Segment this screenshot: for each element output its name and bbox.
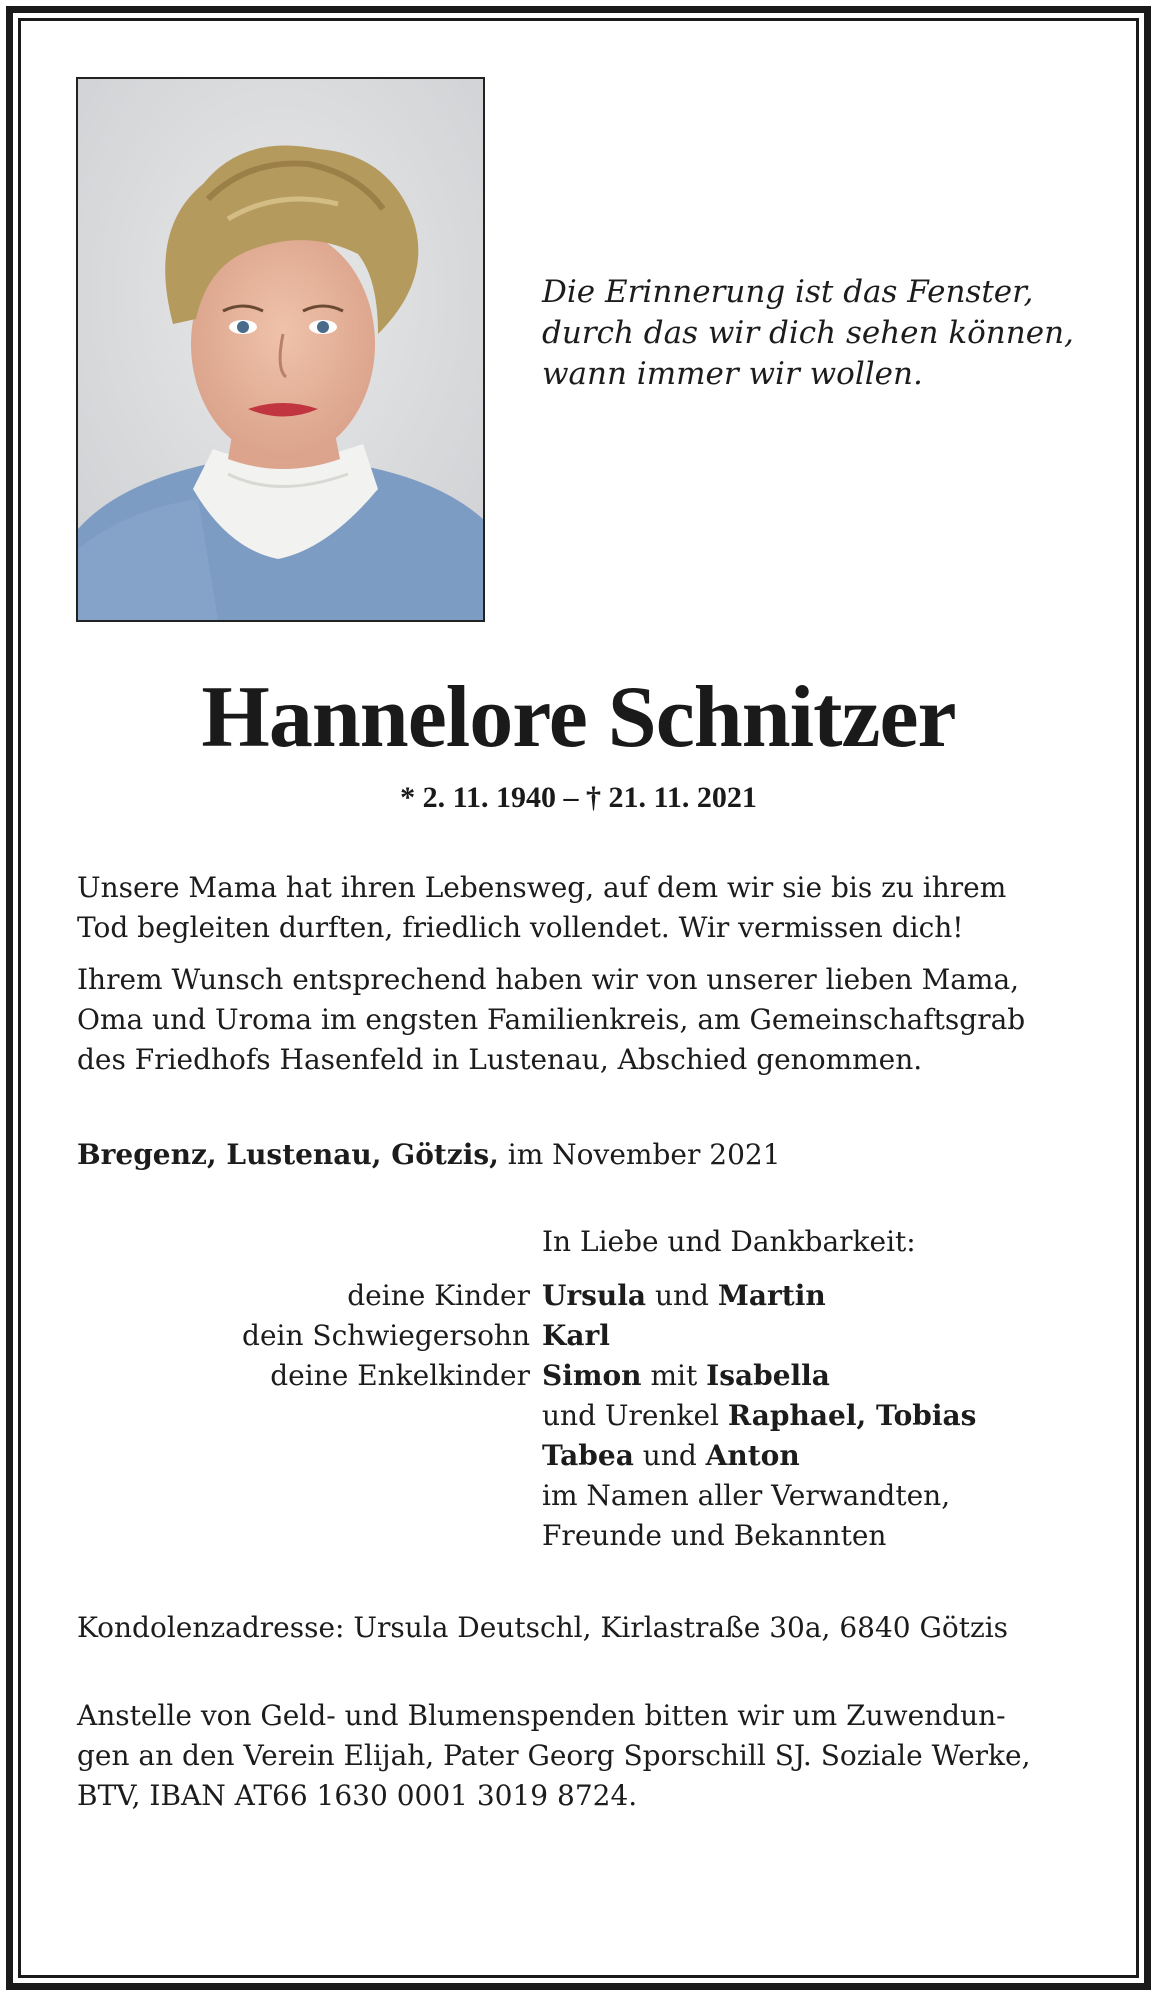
signature-heading: In Liebe und Dankbarkeit: — [542, 1225, 916, 1258]
family-name: Karl — [542, 1319, 610, 1352]
connector: und — [654, 1279, 709, 1312]
family-name: Isabella — [706, 1359, 830, 1392]
relation-names — [542, 1276, 826, 1316]
relation-label: dein Schwiegersohn — [242, 1319, 530, 1352]
paragraph-line: gen an den Verein Elijah, Pater Georg Sporschill SJ. Soziale Werke, — [77, 1739, 1031, 1772]
life-dates: * 2. 11. 1940 – † 21. 11. 2021 — [400, 781, 757, 814]
paragraph-line: des Friedhofs Hasenfeld in Lustenau, Abschied genommen. — [77, 1043, 923, 1076]
family-name: Tabea — [542, 1439, 634, 1472]
signature-row-children — [0, 1276, 1157, 1316]
deceased-name: Hannelore Schnitzer — [201, 669, 956, 766]
relation-names — [542, 1356, 830, 1396]
signature-row-great-grandchildren-2 — [0, 1436, 1157, 1476]
relation-label: deine Kinder — [347, 1279, 530, 1312]
quote-line: wann immer wir wollen. — [542, 356, 923, 392]
connector: mit — [650, 1359, 698, 1392]
paragraph-line: Ihrem Wunsch entsprechend haben wir von unserer lieben Mama, — [77, 963, 1020, 996]
relation-names — [542, 1396, 976, 1436]
paragraph-line: Tod begleiten durften, friedlich vollendet. Wir vermissen dich! — [77, 911, 964, 944]
condolence-address — [77, 1608, 1087, 1648]
memorial-quote — [542, 272, 1074, 395]
donation-request — [77, 1696, 1087, 1816]
family-name: Ursula — [542, 1279, 647, 1312]
paragraph-line: Unsere Mama hat ihren Lebensweg, auf dem wir sie bis zu ihrem — [77, 871, 1007, 904]
signature-row-great-grandchildren — [0, 1396, 1157, 1436]
signature-row-son-in-law — [0, 1316, 1157, 1356]
relation-names — [542, 1436, 800, 1476]
portrait-photo — [76, 77, 485, 622]
paragraph-line: Oma und Uroma im engsten Familienkreis, am Gemeinschaftsgrab — [77, 1003, 1026, 1036]
paragraph-line: BTV, IBAN AT66 1630 0001 3019 8724. — [77, 1779, 638, 1812]
date: im November 2021 — [507, 1138, 781, 1171]
signature-row-grandchildren — [0, 1356, 1157, 1396]
family-name: Anton — [705, 1439, 800, 1472]
places: Bregenz, Lustenau, Götzis, — [77, 1138, 499, 1171]
family-name: Simon — [542, 1359, 642, 1392]
relation-label: deine Enkelkinder — [270, 1359, 530, 1392]
connector: und Urenkel — [542, 1399, 719, 1432]
closing-line: im Namen aller Verwandten, — [542, 1479, 951, 1512]
connector: und — [642, 1439, 697, 1472]
family-name: Raphael, Tobias — [727, 1399, 977, 1432]
quote-line: Die Erinnerung ist das Fenster, — [542, 274, 1034, 310]
place-date-line — [77, 1135, 781, 1175]
quote-line: durch das wir dich sehen können, — [542, 315, 1074, 351]
closing-line: Freunde und Bekannten — [542, 1519, 887, 1552]
portrait-photo-icon — [78, 79, 483, 620]
signature-closing-1 — [0, 1476, 1157, 1516]
intro-paragraph — [77, 868, 1087, 948]
relation-names — [542, 1316, 610, 1356]
family-name: Martin — [717, 1279, 826, 1312]
farewell-paragraph — [77, 960, 1087, 1080]
paragraph-line: Anstelle von Geld- und Blumenspenden bitten wir um Zuwendun- — [77, 1699, 1006, 1732]
condolence-text: Kondolenzadresse: Ursula Deutschl, Kirlastraße 30a, 6840 Götzis — [77, 1611, 1009, 1644]
signature-closing-2 — [0, 1516, 1157, 1556]
